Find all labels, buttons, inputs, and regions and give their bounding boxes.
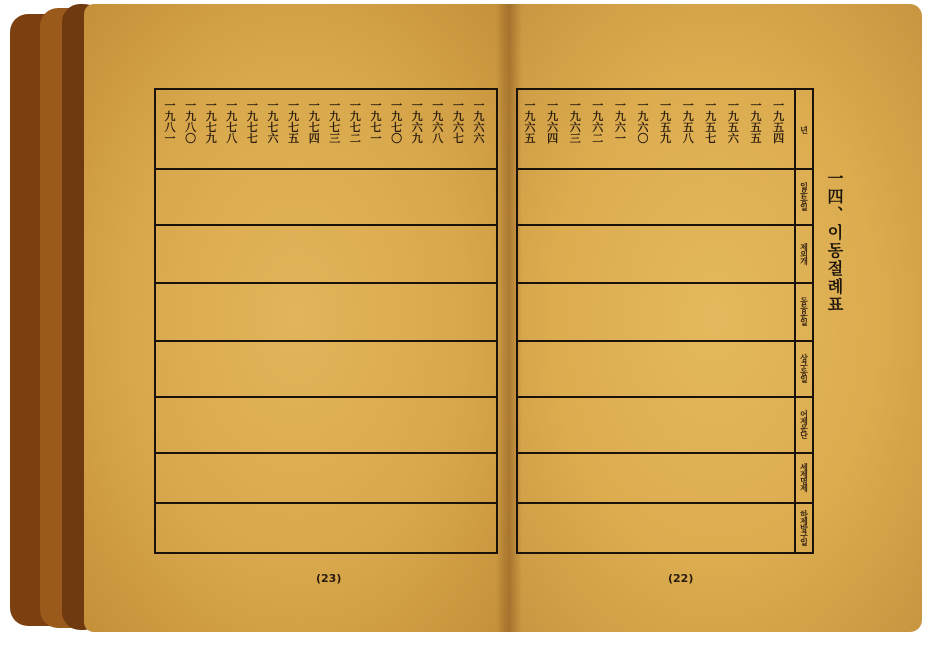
table-row-rule	[518, 340, 812, 342]
year-digit: 八	[185, 121, 197, 134]
category-label: 세제명제	[799, 463, 810, 491]
year-column-header	[701, 100, 721, 144]
year-digit: 六	[614, 121, 626, 134]
year-digit: 八	[164, 121, 176, 134]
year-column-header	[345, 100, 365, 144]
year-digit: 九	[727, 110, 739, 123]
year-digit: 九	[547, 110, 559, 123]
year-digit: 一	[185, 99, 197, 112]
year-digit: 三	[329, 132, 341, 145]
year-column-header	[325, 100, 345, 144]
year-digit: 一	[452, 99, 464, 112]
year-digit: 五	[660, 121, 672, 134]
year-digit: 四	[773, 132, 785, 145]
year-digit: 一	[547, 99, 559, 112]
year-digit: 九	[432, 110, 444, 123]
year-column-header	[181, 100, 201, 144]
year-digit: 九	[205, 110, 217, 123]
year-digit: 九	[185, 110, 197, 123]
page-number-right: (22)	[668, 572, 694, 585]
year-digit: 九	[164, 110, 176, 123]
year-digit: 五	[727, 121, 739, 134]
year-digit: 九	[288, 110, 300, 123]
year-column-header	[407, 100, 427, 144]
year-digit: 九	[411, 110, 423, 123]
year-digit: 七	[246, 121, 258, 134]
year-digit: 九	[308, 110, 320, 123]
year-column-header	[565, 100, 585, 144]
year-column-header	[678, 100, 698, 144]
year-digit: 六	[727, 132, 739, 145]
year-digit: 六	[569, 121, 581, 134]
year-digit: 九	[750, 110, 762, 123]
year-digit: 一	[411, 99, 423, 112]
year-digit: 〇	[637, 132, 649, 145]
year-digit: 八	[226, 132, 238, 145]
year-digit: 九	[329, 110, 341, 123]
year-column-header	[284, 100, 304, 144]
year-digit: 九	[524, 110, 536, 123]
year-digit: 五	[682, 121, 694, 134]
year-digit: 七	[308, 121, 320, 134]
category-label: 어제운단	[799, 410, 810, 438]
year-digit: 一	[473, 99, 485, 112]
year-digit: 一	[370, 99, 382, 112]
category-label: 동동운일	[799, 297, 810, 325]
page-title: 一四、이동절례표	[825, 170, 844, 314]
year-digit: 五	[750, 132, 762, 145]
year-digit: 一	[660, 99, 672, 112]
table-row-rule	[518, 168, 812, 170]
year-digit: 一	[524, 99, 536, 112]
year-digit: 五	[288, 132, 300, 145]
year-digit: 一	[614, 132, 626, 145]
year-digit: 七	[705, 132, 717, 145]
year-digit: 一	[349, 99, 361, 112]
right-table	[516, 88, 814, 554]
year-digit: 一	[391, 99, 403, 112]
year-digit: 九	[370, 110, 382, 123]
left-table	[154, 88, 498, 554]
year-column-header	[633, 100, 653, 144]
year-digit: 四	[547, 132, 559, 145]
year-digit: 九	[660, 110, 672, 123]
category-column	[794, 90, 814, 552]
year-digit: 〇	[185, 132, 197, 145]
year-digit: 一	[246, 99, 258, 112]
table-row-rule	[156, 502, 496, 504]
category-label: 하제방구일	[799, 509, 810, 545]
year-digit: 六	[592, 121, 604, 134]
year-digit: 七	[391, 121, 403, 134]
year-digit: 七	[452, 132, 464, 145]
category-label: 년	[799, 125, 810, 133]
table-row-rule	[156, 340, 496, 342]
year-digit: 六	[411, 121, 423, 134]
page-number-left: (23)	[316, 572, 342, 585]
year-digit: 九	[614, 110, 626, 123]
year-column-header	[242, 100, 262, 144]
year-column-header	[610, 100, 630, 144]
year-digit: 一	[614, 99, 626, 112]
year-digit: 九	[205, 132, 217, 145]
year-digit: 九	[569, 110, 581, 123]
year-digit: 七	[226, 121, 238, 134]
year-digit: 七	[370, 121, 382, 134]
year-digit: 一	[569, 99, 581, 112]
year-digit: 九	[226, 110, 238, 123]
year-column-header	[222, 100, 242, 144]
year-digit: 六	[452, 121, 464, 134]
year-digit: 九	[592, 110, 604, 123]
year-digit: 一	[705, 99, 717, 112]
year-digit: 一	[164, 99, 176, 112]
year-digit: 六	[547, 121, 559, 134]
year-digit: 六	[637, 121, 649, 134]
category-label: 제외개	[799, 242, 810, 264]
table-row-rule	[518, 224, 812, 226]
year-digit: 五	[773, 121, 785, 134]
year-column-header	[769, 100, 789, 144]
year-digit: 七	[205, 121, 217, 134]
year-digit: 八	[682, 132, 694, 145]
table-row-rule	[156, 396, 496, 398]
year-digit: 一	[370, 132, 382, 145]
year-digit: 九	[452, 110, 464, 123]
year-digit: 九	[637, 110, 649, 123]
year-digit: 一	[773, 99, 785, 112]
year-digit: 一	[205, 99, 217, 112]
year-digit: 九	[246, 110, 258, 123]
year-digit: 一	[288, 99, 300, 112]
year-column-header	[160, 100, 180, 144]
year-digit: 九	[660, 132, 672, 145]
year-digit: 五	[750, 121, 762, 134]
year-column-header	[263, 100, 283, 144]
year-digit: 一	[682, 99, 694, 112]
year-digit: 一	[164, 132, 176, 145]
year-digit: 九	[411, 132, 423, 145]
year-digit: 六	[432, 121, 444, 134]
year-digit: 三	[569, 132, 581, 145]
year-column-header	[387, 100, 407, 144]
year-column-header	[588, 100, 608, 144]
year-digit: 七	[246, 132, 258, 145]
year-digit: 五	[705, 121, 717, 134]
year-digit: 一	[329, 99, 341, 112]
table-row-rule	[518, 502, 812, 504]
year-digit: 一	[432, 99, 444, 112]
table-row-rule	[156, 168, 496, 170]
year-digit: 七	[349, 121, 361, 134]
table-row-rule	[518, 282, 812, 284]
year-digit: 一	[308, 99, 320, 112]
year-column-header	[746, 100, 766, 144]
category-label: 상구동일	[799, 354, 810, 382]
year-digit: 六	[524, 121, 536, 134]
year-column-header	[723, 100, 743, 144]
year-column-header	[543, 100, 563, 144]
year-digit: 九	[349, 110, 361, 123]
year-digit: 一	[592, 99, 604, 112]
year-digit: 七	[288, 121, 300, 134]
category-label: 일운동일	[799, 182, 810, 210]
table-row-rule	[518, 396, 812, 398]
year-digit: 九	[267, 110, 279, 123]
year-column-header	[201, 100, 221, 144]
year-digit: 一	[637, 99, 649, 112]
year-digit: 五	[524, 132, 536, 145]
year-digit: 八	[432, 132, 444, 145]
year-column-header	[520, 100, 540, 144]
year-digit: 四	[308, 132, 320, 145]
year-digit: 六	[473, 121, 485, 134]
year-digit: 九	[705, 110, 717, 123]
year-digit: 一	[226, 99, 238, 112]
year-column-header	[366, 100, 386, 144]
year-digit: 九	[773, 110, 785, 123]
year-digit: 七	[329, 121, 341, 134]
year-digit: 一	[267, 99, 279, 112]
year-column-header	[656, 100, 676, 144]
year-digit: 〇	[391, 132, 403, 145]
table-row-rule	[156, 282, 496, 284]
table-row-rule	[156, 452, 496, 454]
year-digit: 六	[473, 132, 485, 145]
year-column-header	[428, 100, 448, 144]
table-row-rule	[156, 224, 496, 226]
year-column-header	[448, 100, 468, 144]
table-row-rule	[518, 452, 812, 454]
year-column-header	[304, 100, 324, 144]
year-column-header	[469, 100, 489, 144]
year-digit: 七	[267, 121, 279, 134]
year-digit: 九	[682, 110, 694, 123]
year-digit: 九	[391, 110, 403, 123]
year-digit: 六	[267, 132, 279, 145]
year-digit: 一	[750, 99, 762, 112]
year-digit: 九	[473, 110, 485, 123]
year-digit: 二	[592, 132, 604, 145]
year-digit: 二	[349, 132, 361, 145]
year-digit: 一	[727, 99, 739, 112]
